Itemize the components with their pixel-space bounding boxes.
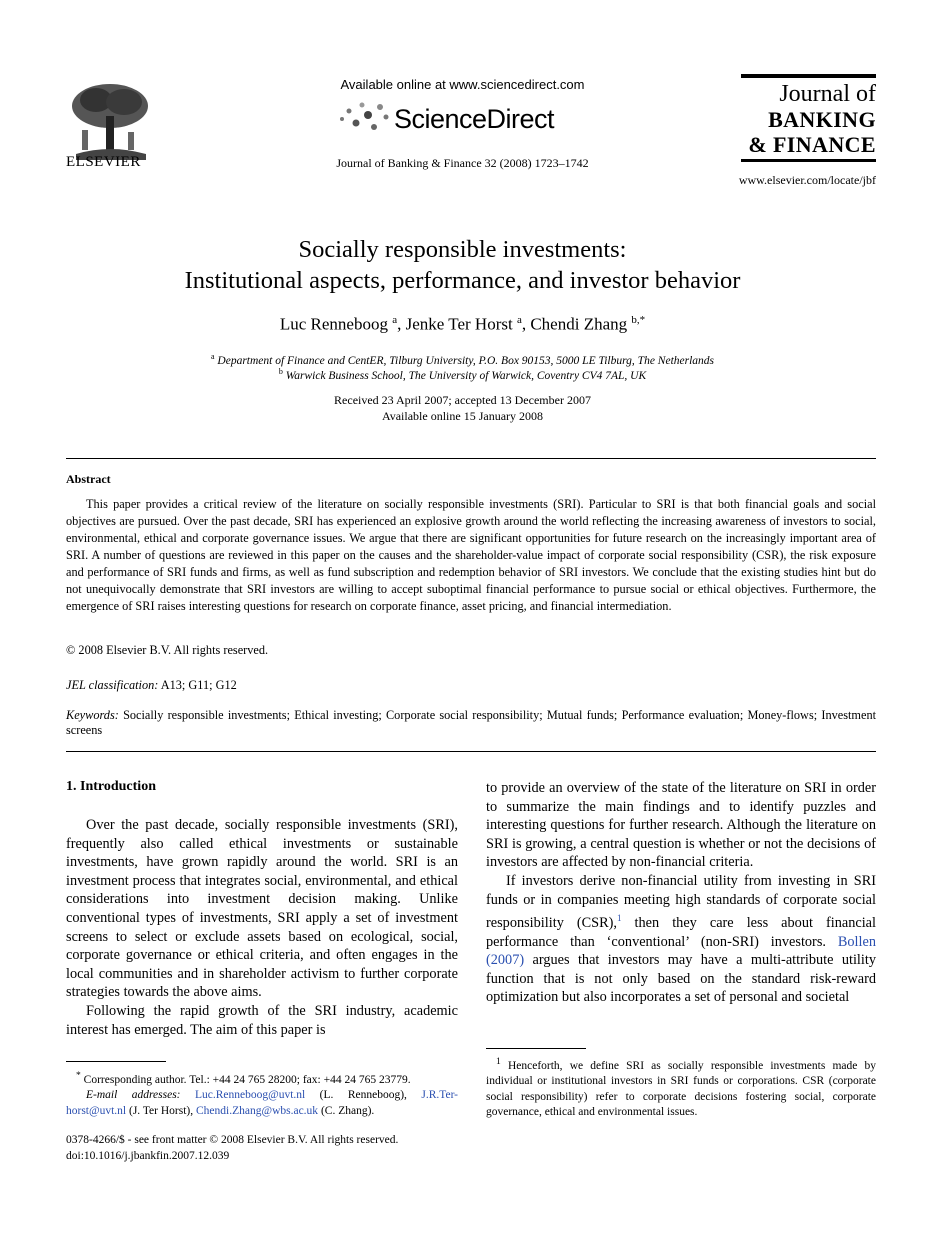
affiliation-a: $^a$ Department of Finance and CentER, Tilburg University, P.O. Box 90153, 5000 LE Tilburg, The Netherlands [210,352,715,367]
author-name: Jenke Ter Horst [405,314,513,334]
email-link[interactable]: Luc.Renneboog@uvt.nl [194,1089,306,1102]
right-column [486,779,876,1007]
journal-reference: Journal of Banking & Finance 32 (2008) 1723–1742 [336,156,589,170]
footnote-divider [66,1061,166,1062]
author-name: Luc Renneboog [279,314,388,334]
affiliation-b: $^b$ Warwick Business School, The University of Warwick, Coventry CV4 7AL, UK [278,367,647,382]
citation-link[interactable]: Bollen (2007) [486,933,876,969]
doi-link[interactable]: doi:10.1016/j.jbankfin.2007.12.039 [66,1149,230,1162]
affiliation-mark: a [516,314,522,326]
footnote-1: $^1$ Henceforth, we define SRI as socially responsible investments made by individual or institutional investors in SRI funds or corporations. CSR (corporate social responsibility) refer to corporate decisions fostering social, corporate governance, ethical and environmental issues. [486,1056,876,1119]
affiliation-mark: b,* [631,314,646,326]
paragraph: If investors derive non-financial utility from investing in SRI funds or in companies meeting high standards of corporate social responsibility (CSR),$^1$ then they care less about financial performance than ‘conventional’ (non-SRI) investors. Bollen (2007) argues that investors may have a multi-attribute utility function that is not only based on the standard risk-reward optimization but also incorporates a set of personal and societal [486,872,876,1006]
affiliation-mark: a [392,314,398,326]
available-date: Available online 15 January 2008 [381,409,544,423]
jel-classification: JEL classification: A13; G11; G12 [66,678,237,692]
abstract-heading: Abstract [66,472,111,486]
publisher-name: ELSEVIER [66,154,141,170]
front-matter: 0378-4266/$ - see front matter © 2008 Elsevier B.V. All rights reserved. doi:10.1016/j.jbankfin.2007.12.039 [66,1133,398,1164]
author-list: Luc Renneboog $^a$, Jenke Ter Horst $^a$, Chendi Zhang $^{b,*}$ [279,314,646,334]
article-title: Socially responsible investments: Institutional aspects, performance, and investor behavior [184,236,741,294]
footnote-divider [486,1048,586,1049]
available-online-notice: Available online at www.sciencedirect.com [340,77,585,92]
author-name: Chendi Zhang [530,314,628,334]
section-heading: 1. Introduction [66,779,156,794]
abstract-body: This paper provides a critical review of the literature on socially responsible investments (SRI). Particular to SRI is that both financial goals and social objectives are pursued. Over the past decade, SRI has experienced an explosive growth around the world reflecting the increasing awareness of investors to social, environmental, ethical and corporate governance issues. We argue that there are significant opportunities for future research on the increasingly important area of SRI. A number of questions are reviewed in this paper on the causes and the shareholder-value impact of corporate social responsibility (CSR), the risk exposure and performance of SRI funds and firms, as well as fund subscription and redemption behavior of SRI investors. We conclude that the existing studies hint but do not unequivocally demonstrate that SRI investors are willing to accept suboptimal financial performance to pursue social or ethical objectives. Furthermore, the emergence of SRI raises interesting questions for research on corporate finance, asset pricing, and financial intermediation. [66,497,876,613]
received-dates: Received 23 April 2007; accepted 13 December 2007 [334,393,591,407]
paragraph: Following the rapid growth of the SRI industry, academic interest has emerged. The aim of this paper is [66,1002,458,1038]
paragraph: Over the past decade, socially responsible investments (SRI), frequently also called ethical investments or sustainable investments, have grown rapidly around the world. SRI is an investment process that integrates social, environmental, and ethical considerations into investment decision making. Unlike conventional types of investments, SRI apply a set of investment screens to select or exclude assets based on ecological, social, corporate governance or ethical criteria, and often engages in the local communities and in shareholder activism to further corporate strategies towards the above aims. [66,817,458,1001]
paragraph: to provide an overview of the state of the literature on SRI in order to summarize the main findings and to identify puzzles and interesting questions for further research. Although the literature on SRI is growing, a central question is whether or not the decisions of investors are affected by non-financial criteria. [486,780,876,871]
footnote-ref-link[interactable]: 1 [617,913,622,924]
divider [66,751,876,752]
divider [66,458,876,459]
sciencedirect-wordmark: ScienceDirect [394,104,555,134]
journal-logo-line2: BANKING [768,107,876,132]
email-link[interactable]: J.R.Ter-horst@uvt.nl [66,1089,459,1117]
abstract-copyright: © 2008 Elsevier B.V. All rights reserved. [66,643,269,657]
email-link[interactable]: Chendi.Zhang@wbs.ac.uk [196,1104,319,1117]
journal-logo [741,74,876,162]
journal-logo-line3: & FINANCE [748,132,876,157]
keywords: Keywords: Socially responsible investments; Ethical investing; Corporate social responsibility; Mutual funds; Performance evaluation; Money-flows; Investment screens [66,708,877,737]
journal-logo-line1: Journal of [779,81,876,107]
journal-url-link[interactable]: www.elsevier.com/locate/jbf [738,173,876,187]
left-column [66,816,458,1039]
corresponding-footnote: * Corresponding author. Tel.: +44 24 765 28200; fax: +44 24 765 23779. E-mail addresses: Luc.Renneboog@uvt.nl (L. Renneboog), J.R.Ter-horst@uvt.nl (J. Ter Horst), Chendi.Zhang@wbs.ac.uk (C. Zhang). [66,1070,459,1117]
